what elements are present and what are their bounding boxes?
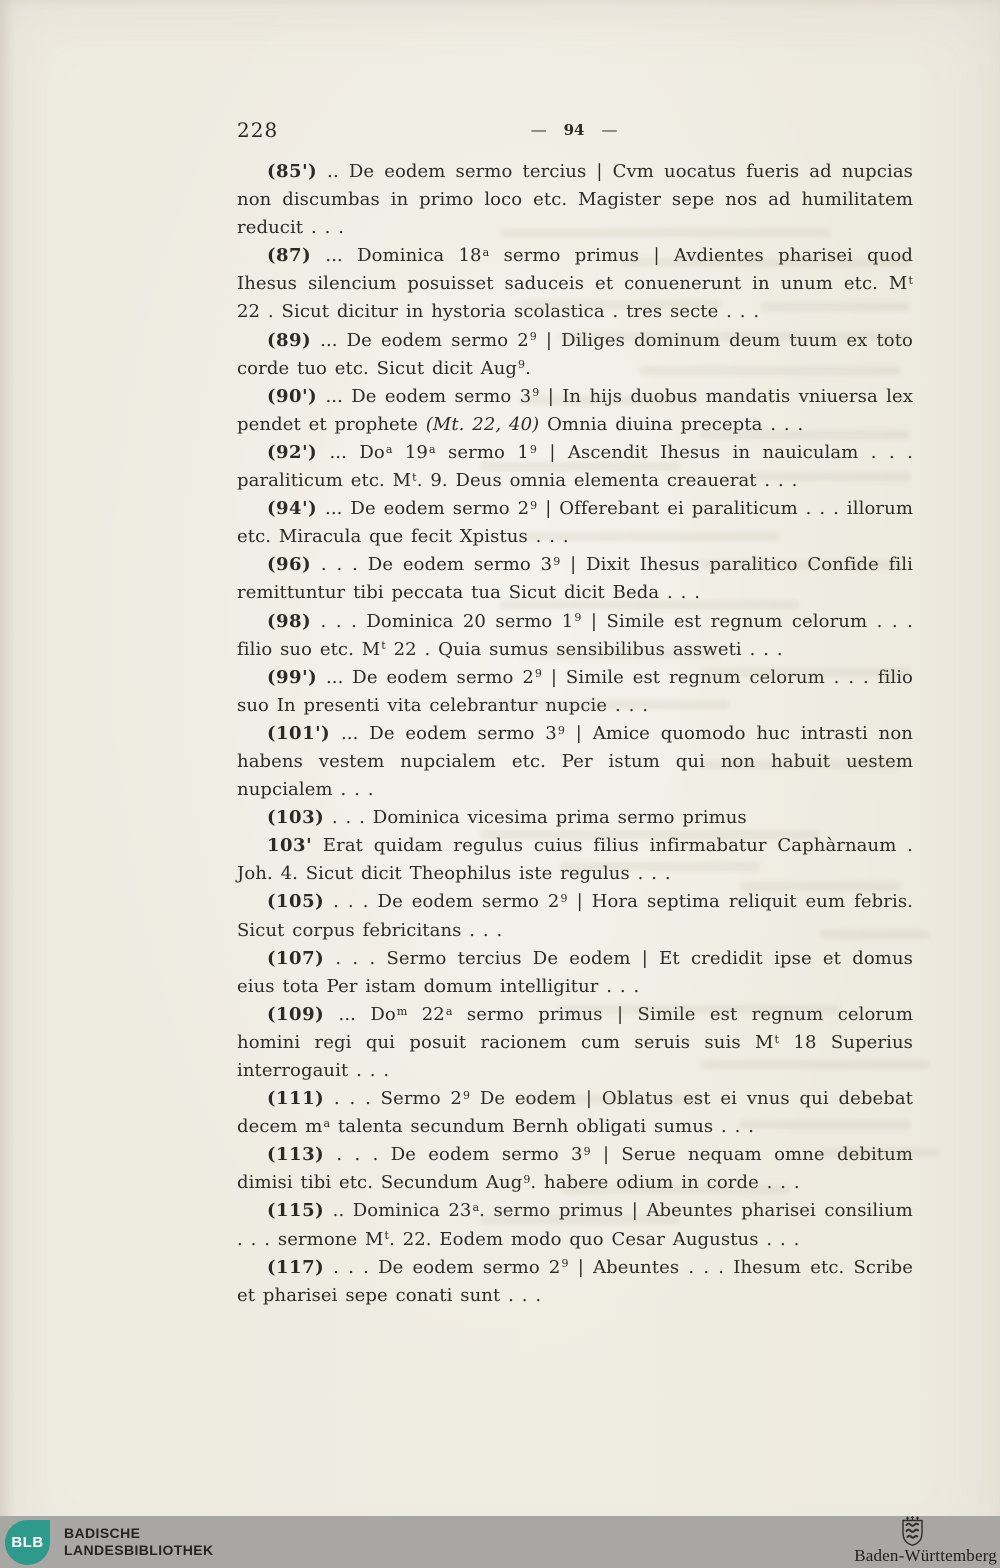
entry-text: . 9. Deus omnia elementa creauerat . . . bbox=[416, 470, 798, 492]
entry-text: .. De eodem sermo tercius | Cvm uocatus fueris ad nupcias non discumbas in primo loco etc. Magister sepe nos ad humilitatem reducit . . . bbox=[237, 161, 913, 239]
blb-logo bbox=[5, 1520, 50, 1565]
entry-number: (115) bbox=[267, 1200, 325, 1222]
entry-text: | Ascendit Ihesus in nauiculam . . . paraliticum etc. M bbox=[237, 441, 913, 492]
catalog-entry bbox=[237, 608, 913, 664]
library-name-line1: BADISCHE bbox=[64, 1525, 141, 1541]
entry-number: (111) bbox=[267, 1088, 325, 1110]
entry-text: .. Dominica 23 bbox=[324, 1200, 472, 1222]
catalog-entry bbox=[237, 945, 913, 1001]
abbreviation-superscript: 9 bbox=[532, 386, 540, 400]
baden-wuerttemberg-coat-of-arms-icon bbox=[900, 1516, 925, 1546]
entry-text: | Dixit Ihesus paralitico Confide fili remittuntur tibi peccata tua Sicut dicit Beda . . . bbox=[237, 554, 914, 604]
catalog-entry bbox=[237, 1001, 913, 1085]
entry-text: ... De eodem sermo 2 bbox=[317, 498, 530, 520]
abbreviation-superscript: t bbox=[412, 470, 417, 484]
entry-text: | Abeuntes . . . Ihesum etc. Scribe et pharisei sepe conati sunt . . . bbox=[237, 1256, 913, 1306]
library-footer-bar bbox=[0, 1516, 1000, 1568]
abbreviation-superscript: t bbox=[381, 639, 386, 653]
entry-text: Erat quidam regulus cuius filius infirmabatur Caphàrnaum . Joh. 4. Sicut dicit Theophilus iste regulus . . . bbox=[237, 835, 913, 885]
entry-text: | Amice quomodo huc intrasti non habens vestem nupcialem etc. Per istum qui non habuit uestem nupcialem . . . bbox=[237, 722, 913, 801]
abbreviation-superscript: 9 bbox=[553, 555, 561, 569]
catalog-entry bbox=[237, 439, 913, 495]
entry-number: (107) bbox=[267, 947, 325, 969]
entry-text: De eodem | Oblatus est ei vnus qui debebat decem m bbox=[237, 1088, 913, 1138]
abbreviation-superscript: a bbox=[482, 246, 490, 260]
abbreviation-superscript: a bbox=[428, 442, 436, 456]
abbreviation-superscript: 9 bbox=[560, 892, 568, 906]
entry-text: sermo primus | Avdientes pharisei quod Ihesus silencium posuisset saduceis et conuenerunt in unum etc. M bbox=[237, 245, 913, 295]
entry-text: . . . De eodem sermo 2 bbox=[324, 1256, 561, 1278]
entry-text: ... Dominica 18 bbox=[311, 245, 482, 267]
catalog-entry bbox=[237, 832, 913, 888]
entry-number: (105) bbox=[267, 891, 325, 913]
entry-number: (85') bbox=[267, 161, 318, 182]
catalog-entry bbox=[237, 327, 913, 383]
entry-text: ... De eodem sermo 3 bbox=[330, 722, 557, 744]
running-head bbox=[237, 118, 911, 144]
abbreviation-superscript: 9 bbox=[523, 1173, 531, 1187]
entry-number: (94') bbox=[267, 498, 318, 520]
entry-text: (Mt. 22, 40) bbox=[425, 413, 540, 435]
entry-text: | Hora septima reliquit eum febris. Sicut corpus febricitans . . . bbox=[237, 891, 913, 941]
catalog-entry bbox=[237, 495, 913, 551]
entry-number: (89) bbox=[267, 329, 312, 351]
entry-number: (101') bbox=[267, 722, 331, 744]
entry-text: . sermo primus | Abeuntes pharisei consilium . . . sermone M bbox=[237, 1200, 913, 1250]
entry-text: 19 bbox=[392, 441, 428, 463]
entry-number: (117) bbox=[267, 1256, 325, 1278]
state-brand bbox=[854, 1516, 997, 1566]
abbreviation-superscript: m bbox=[396, 1004, 408, 1018]
entry-text: sermo 1 bbox=[435, 441, 529, 463]
entry-text: . . . Sermo tercius De eodem | Et credidit ipse et domus eius tota Per istam domum intelligitur . . . bbox=[237, 947, 913, 997]
entry-text: Omnia diuina precepta . . . bbox=[539, 413, 804, 435]
entry-number: 103' bbox=[267, 835, 313, 857]
abbreviation-superscript: t bbox=[774, 1032, 780, 1046]
entry-text: . . . De eodem sermo 3 bbox=[324, 1144, 583, 1166]
catalog-entry bbox=[237, 720, 913, 804]
abbreviation-superscript: a bbox=[323, 1116, 331, 1130]
entry-text: | Offerebant ei paraliticum . . . illorum etc. Miracula que fecit Xpistus . . . bbox=[237, 498, 913, 548]
abbreviation-superscript: 9 bbox=[557, 723, 565, 737]
entry-text: | Serue nequam omne debitum dimisi tibi etc. Secundum Aug bbox=[237, 1144, 913, 1194]
entry-text: ... De eodem sermo 2 bbox=[317, 666, 534, 688]
entry-text: . bbox=[525, 357, 531, 379]
catalog-entry bbox=[237, 804, 913, 832]
catalog-entry bbox=[237, 551, 913, 607]
entry-text: talenta secundum Bernh obligati sumus . . . bbox=[330, 1116, 755, 1138]
catalog-entry bbox=[237, 664, 913, 720]
library-name bbox=[64, 1525, 214, 1559]
entry-text: | Simile est regnum celorum . . . filio suo In presenti vita celebrantur nupcie . . . bbox=[237, 666, 913, 716]
abbreviation-superscript: 9 bbox=[534, 667, 542, 681]
catalog-entry bbox=[237, 1141, 913, 1197]
entry-text: . 22. Eodem modo quo Cesar Augustus . . . bbox=[389, 1228, 800, 1250]
abbreviation-superscript: 9 bbox=[561, 1257, 569, 1271]
entry-number: (98) bbox=[267, 610, 312, 632]
catalog-entry bbox=[237, 383, 913, 439]
entry-number: (103) bbox=[267, 807, 325, 829]
page-number-center bbox=[237, 120, 911, 139]
folio-number: 228 bbox=[237, 118, 279, 142]
dash-left: — bbox=[530, 120, 547, 139]
entry-number: (99') bbox=[267, 666, 318, 688]
entry-text: 22 . Sicut dicitur in hystoria scolastica . tres secte . . . bbox=[237, 301, 760, 323]
entry-number: (87) bbox=[267, 245, 312, 267]
abbreviation-superscript: 9 bbox=[574, 611, 582, 625]
catalog-entry bbox=[237, 1085, 913, 1141]
entry-number: (90') bbox=[267, 385, 318, 407]
library-name-line2: LANDESBIBLIOTHEK bbox=[64, 1542, 214, 1558]
catalog-entry bbox=[237, 158, 913, 242]
entry-text: . . . Dominica vicesima prima sermo primus bbox=[324, 807, 747, 829]
abbreviation-superscript: 9 bbox=[529, 330, 537, 344]
entry-number: (96) bbox=[267, 554, 312, 576]
entry-text: . habere odium in corde . . . bbox=[530, 1172, 800, 1194]
dash-right: — bbox=[601, 120, 618, 139]
entry-text: . . . De eodem sermo 2 bbox=[324, 891, 560, 913]
entry-number: (92') bbox=[267, 441, 318, 463]
entry-text: 18 Superius interrogauit . . . bbox=[237, 1031, 913, 1081]
entry-text: . . . Sermo 2 bbox=[324, 1088, 462, 1110]
state-name: Baden-Württemberg bbox=[854, 1546, 997, 1565]
abbreviation-superscript: 9 bbox=[583, 1145, 591, 1159]
abbreviation-superscript: 9 bbox=[518, 358, 526, 372]
entry-text: 22 bbox=[407, 1003, 445, 1025]
entry-text: 22 . Quia sumus sensibilibus assweti . . . bbox=[385, 638, 783, 660]
abbreviation-superscript: 9 bbox=[462, 1088, 471, 1102]
abbreviation-superscript: a bbox=[445, 1004, 453, 1018]
entry-text: ... De eodem sermo 2 bbox=[311, 329, 529, 351]
abbreviation-superscript: 9 bbox=[529, 442, 537, 456]
entry-text: ... Do bbox=[324, 1003, 396, 1025]
catalog-entry bbox=[237, 888, 913, 944]
entry-text: | Simile est regnum celorum . . . filio suo etc. M bbox=[237, 610, 913, 660]
entry-number: (113) bbox=[267, 1144, 325, 1166]
catalog-entry bbox=[237, 1254, 913, 1310]
abbreviation-superscript: a bbox=[472, 1201, 480, 1215]
running-page-number: 94 bbox=[563, 121, 585, 139]
entry-text: ... Do bbox=[317, 441, 385, 463]
abbreviation-superscript: t bbox=[384, 1229, 390, 1243]
abbreviation-superscript: t bbox=[908, 274, 913, 288]
entry-text: . . . Dominica 20 sermo 1 bbox=[311, 610, 574, 632]
abbreviation-superscript: a bbox=[385, 442, 393, 456]
entry-text: sermo primus | Simile est regnum celorum homini regi qui posuit racionem cum seruis suis M bbox=[237, 1003, 913, 1053]
entry-text: . . . De eodem sermo 3 bbox=[311, 554, 553, 576]
entry-number: (109) bbox=[267, 1003, 325, 1025]
catalog-entry bbox=[237, 1197, 913, 1253]
entry-text: ... De eodem sermo 3 bbox=[317, 385, 532, 407]
blb-logo-text: BLB bbox=[11, 1534, 44, 1551]
abbreviation-superscript: 9 bbox=[530, 498, 538, 512]
sermon-catalog-entries bbox=[237, 158, 913, 1310]
catalog-entry bbox=[237, 242, 913, 326]
entry-text: | Diliges dominum deum tuum ex toto corde tuo etc. Sicut dicit Aug bbox=[237, 329, 913, 379]
entry-text: | In hijs duobus mandatis vniuersa lex pendet et prophete bbox=[237, 385, 913, 435]
